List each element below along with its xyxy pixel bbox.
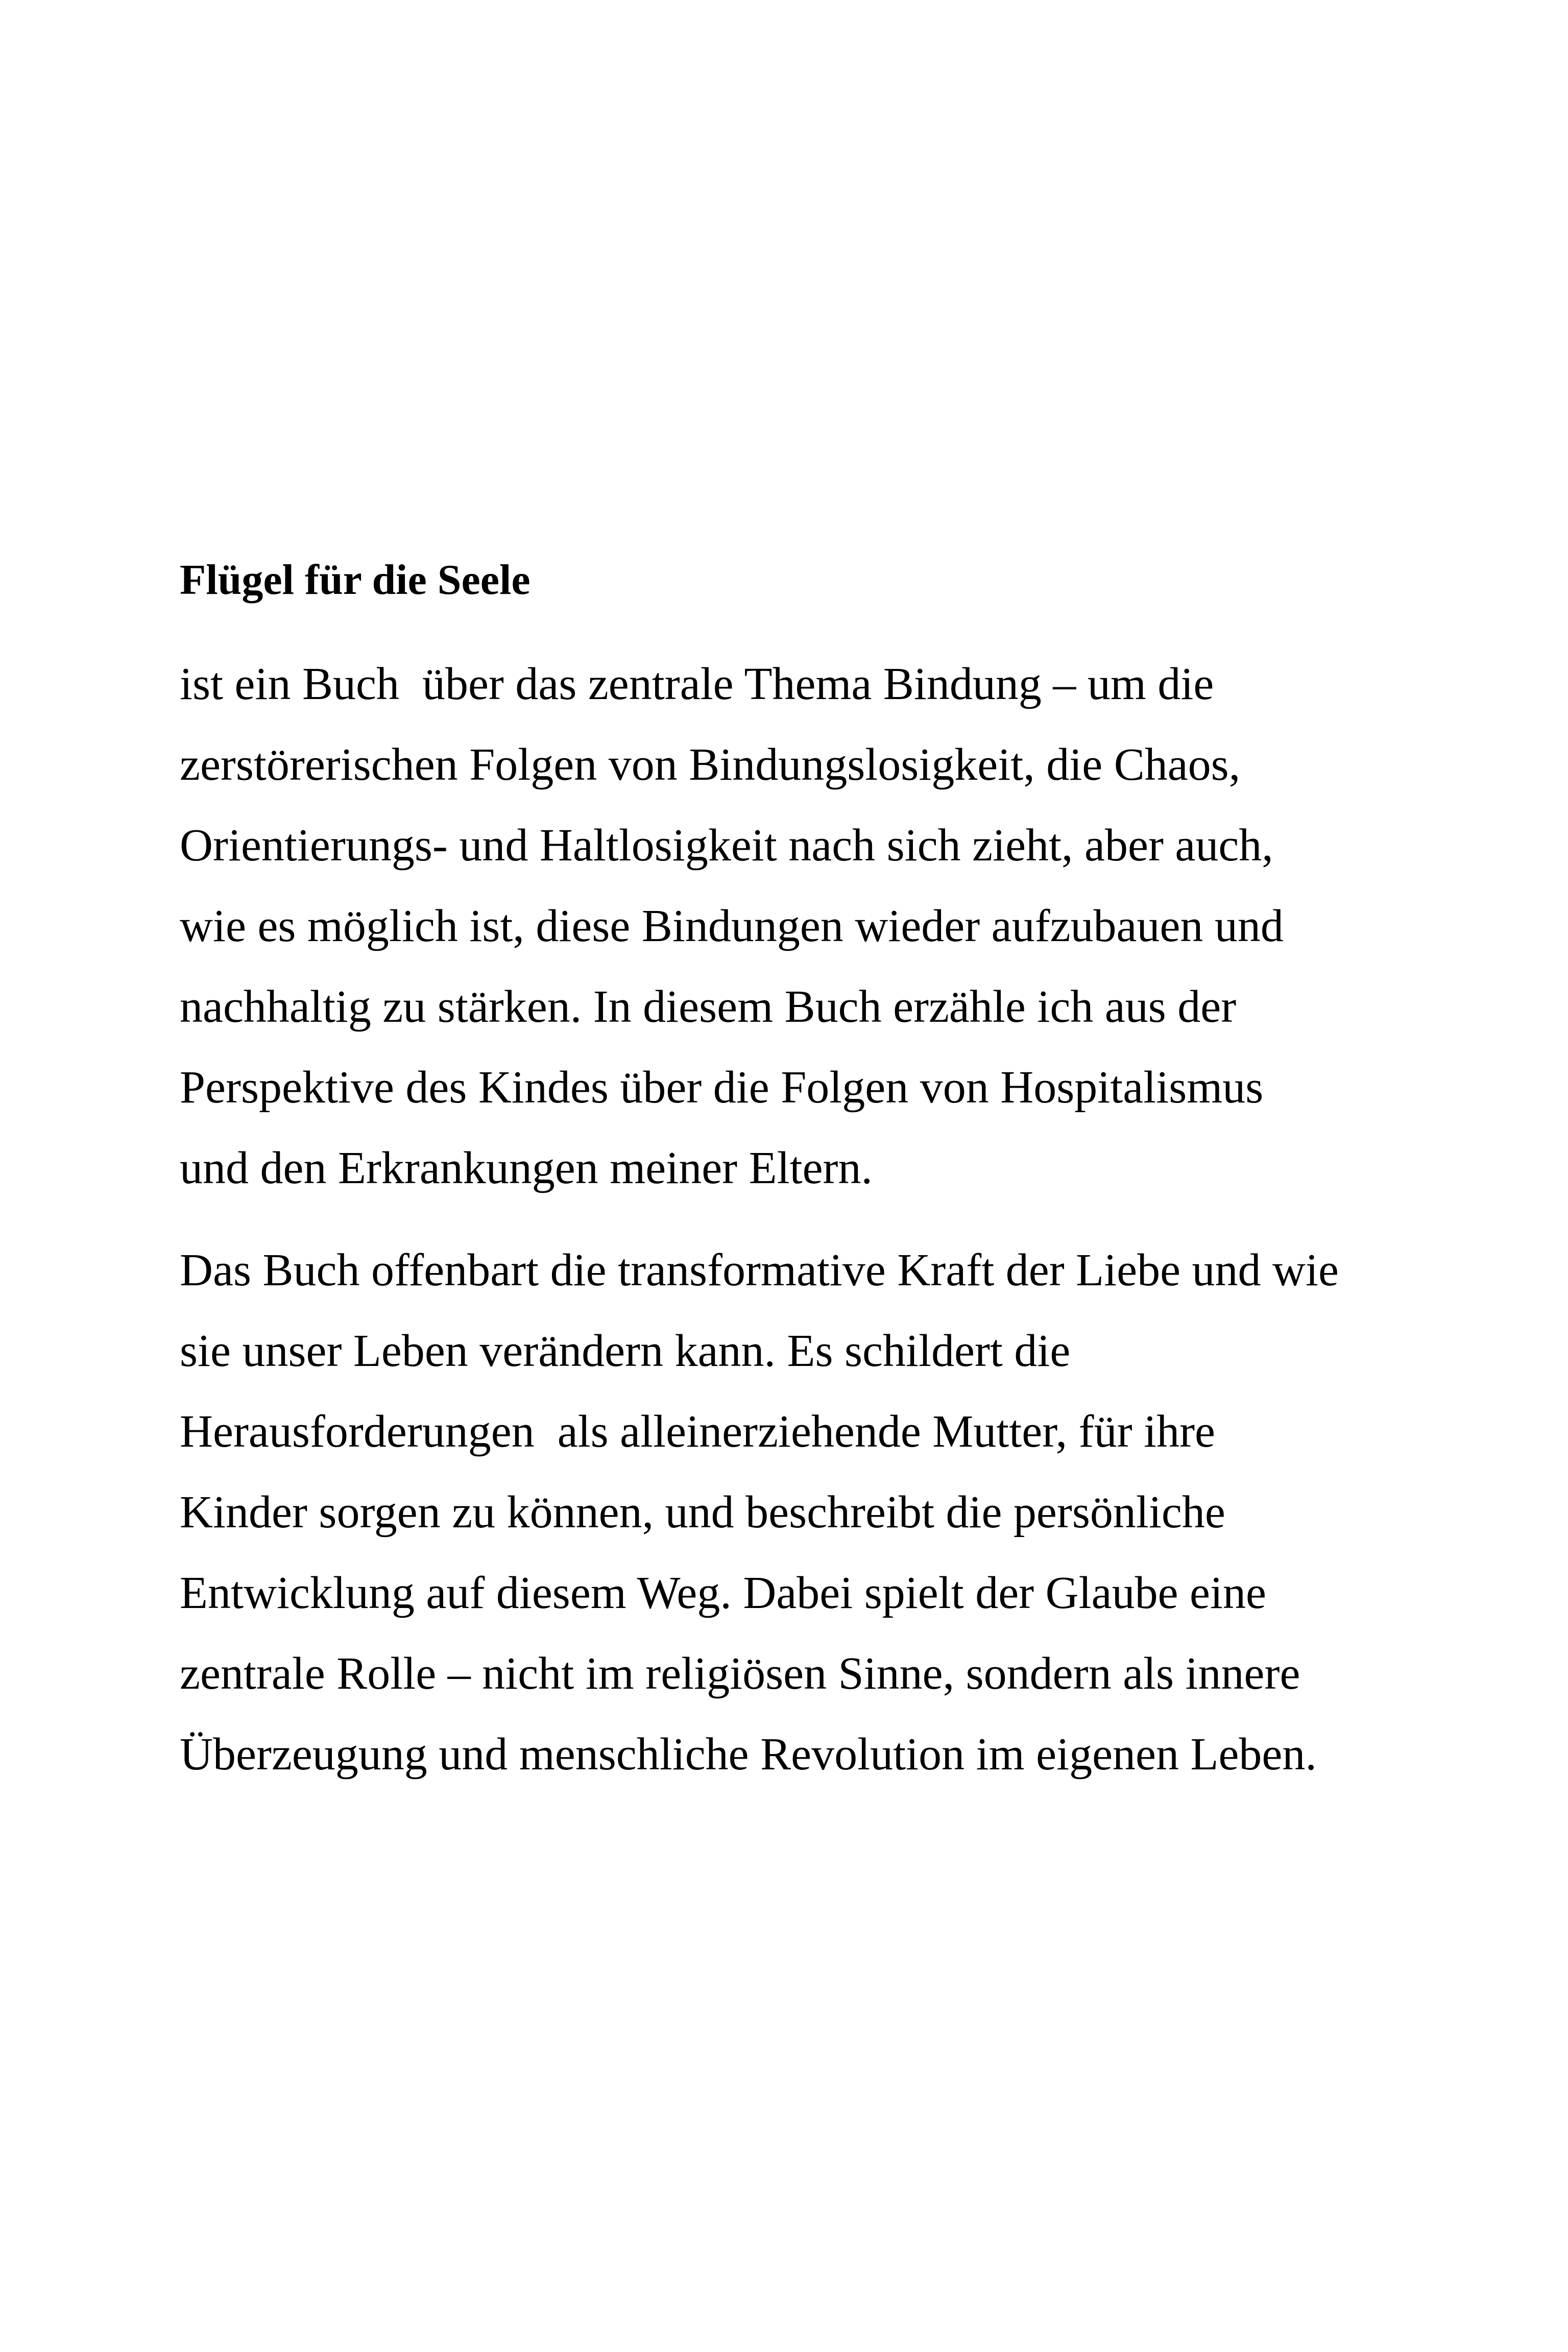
document-title: Flügel für die Seele: [180, 556, 530, 604]
paragraph-line: Orientierungs- und Haltlosigkeit nach sich zieht, aber auch,: [180, 820, 1273, 871]
paragraph-line: Das Buch offenbart die transformative Kraft der Liebe und wie: [180, 1245, 1339, 1295]
document-body: [180, 549, 1405, 1805]
paragraph-line: wie es möglich ist, diese Bindungen wieder aufzubauen und: [180, 901, 1284, 951]
paragraph-line: zentrale Rolle – nicht im religiösen Sinne, sondern als innere: [180, 1648, 1300, 1699]
paragraph-2: [180, 1240, 1405, 1805]
paragraph-line: Kinder sorgen zu können, und beschreibt die persönliche: [180, 1487, 1225, 1538]
paragraph-line: nachhaltig zu stärken. In diesem Buch erzähle ich aus der: [180, 981, 1237, 1032]
paragraph-line: Perspektive des Kindes über die Folgen von Hospitalismus: [180, 1062, 1264, 1113]
paragraph-line: Entwicklung auf diesem Weg. Dabei spielt der Glaube eine: [180, 1568, 1266, 1618]
paragraph-1: [180, 654, 1405, 1218]
paragraph-line: Herausforderungen als alleinerziehende Mutter, für ihre: [180, 1406, 1215, 1457]
paragraph-line: zerstörerischen Folgen von Bindungslosigkeit, die Chaos,: [180, 739, 1241, 790]
paragraph-line: sie unser Leben verändern kann. Es schildert die: [180, 1326, 1071, 1376]
paragraph-line: ist ein Buch über das zentrale Thema Bindung – um die: [180, 659, 1214, 709]
paragraph-line: Überzeugung und menschliche Revolution im eigenen Leben.: [180, 1729, 1317, 1780]
paragraph-line: und den Erkrankungen meiner Eltern.: [180, 1143, 873, 1193]
